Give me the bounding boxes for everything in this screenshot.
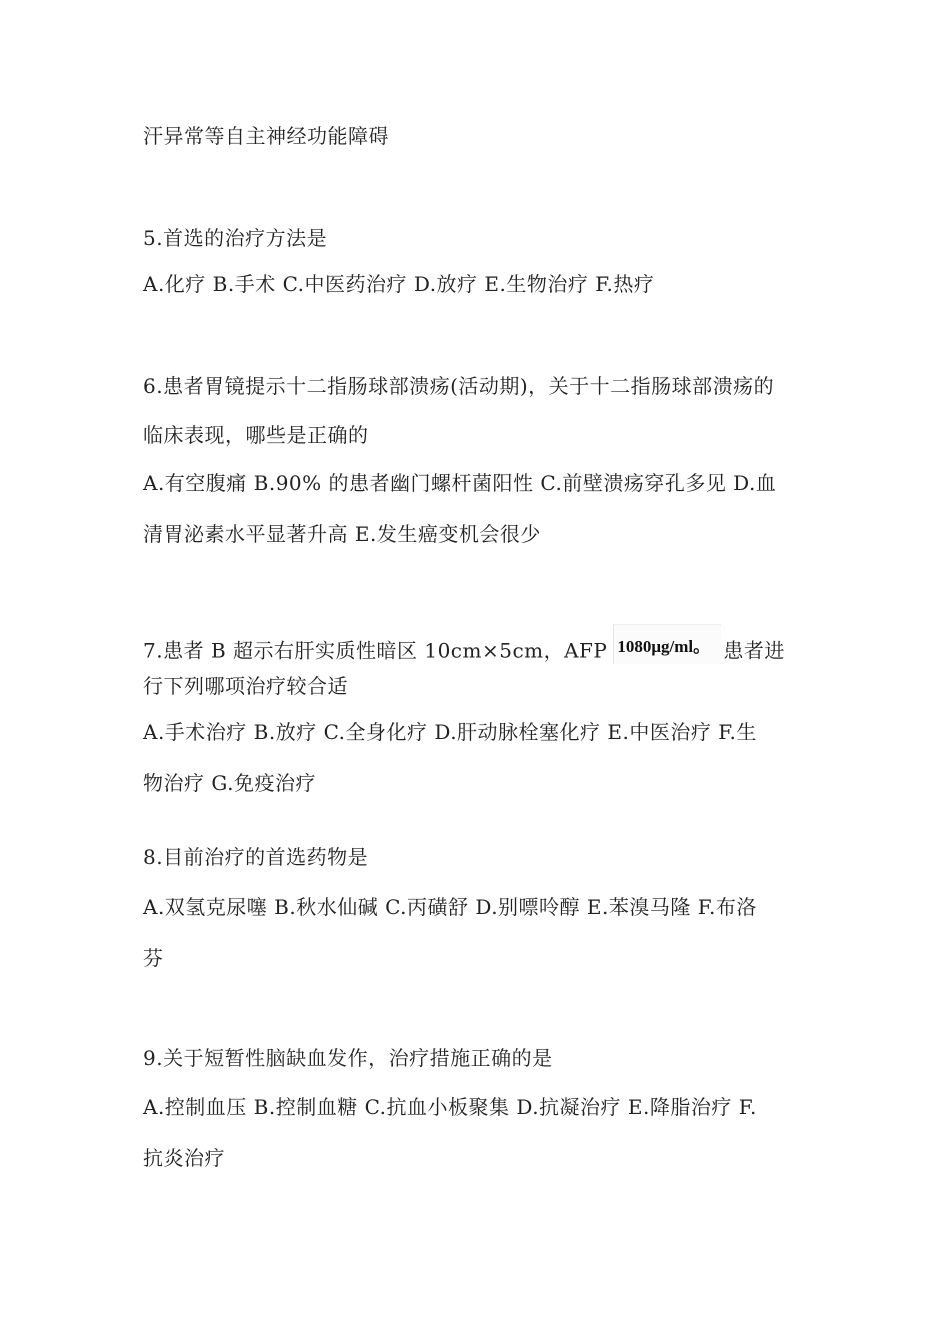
question-7-title-line-2: 行下列哪项治疗较合适: [143, 674, 348, 698]
question-5-title: 5.首选的治疗方法是: [143, 226, 328, 250]
question-7-options-line-2: 物治疗 G.免疫治疗: [143, 771, 316, 795]
question-8-options-line-2: 芬: [143, 946, 164, 970]
question-6-options-line-2: 清胃泌素水平显著升高 E.发生癌变机会很少: [143, 522, 541, 546]
question-9-title: 9.关于短暂性脑缺血发作，治疗措施正确的是: [143, 1046, 553, 1070]
question-7-title-text-b: 患者进: [723, 638, 785, 663]
afp-value-image: [613, 624, 721, 664]
question-7-title-text-a: 7.患者 B 超示右肝实质性暗区 10cm×5cm，AFP: [143, 638, 608, 663]
continuation-text: 汗异常等自主神经功能障碍: [143, 124, 389, 148]
question-7-title-line-1: [143, 632, 785, 672]
question-6-title-line-2: 临床表现，哪些是正确的: [143, 423, 369, 447]
question-9-options-line-1: A.控制血压 B.控制血糖 C.抗血小板聚集 D.抗凝治疗 E.降脂治疗 F.: [143, 1095, 757, 1119]
question-6-options-line-1: A.有空腹痛 B.90% 的患者幽门螺杆菌阳性 C.前壁溃疡穿孔多见 D.血: [143, 471, 777, 495]
question-8-title: 8.目前治疗的首选药物是: [143, 845, 369, 869]
afp-value-text: 1080μg/ml。: [617, 637, 711, 656]
question-9-options-line-2: 抗炎治疗: [143, 1146, 225, 1170]
question-6-title-line-1: 6.患者胃镜提示十二指肠球部溃疡(活动期)，关于十二指肠球部溃疡的: [143, 374, 775, 398]
question-5-options: A.化疗 B.手术 C.中医药治疗 D.放疗 E.生物治疗 F.热疗: [143, 272, 655, 296]
question-7-options-line-1: A.手术治疗 B.放疗 C.全身化疗 D.肝动脉栓塞化疗 E.中医治疗 F.生: [143, 720, 757, 744]
question-8-options-line-1: A.双氢克尿噻 B.秋水仙碱 C.丙磺舒 D.别嘌呤醇 E.苯溴马隆 F.布洛: [143, 895, 757, 919]
